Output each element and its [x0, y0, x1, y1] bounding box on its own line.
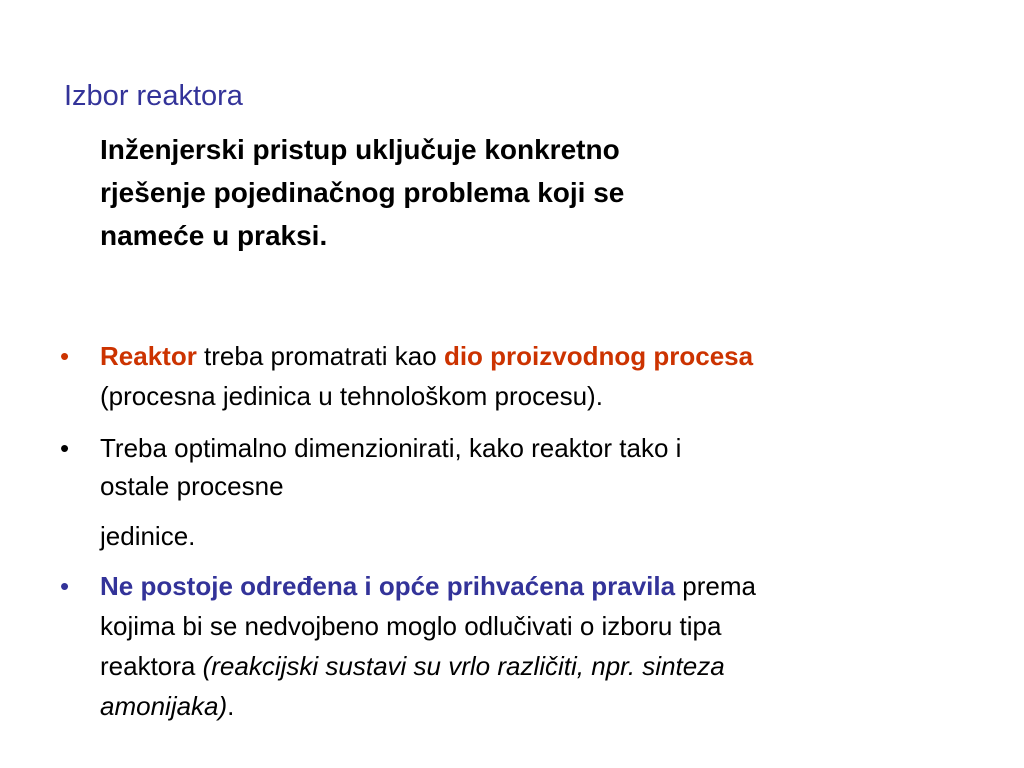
bullet-1-line-1 [100, 336, 753, 376]
intro-line-3: nameće u praksi. [100, 220, 328, 251]
bullet-1-text: treba promatrati kao [196, 341, 444, 371]
bullet-marker: • [60, 571, 70, 601]
bullet-2-line-2: ostale procesne [100, 471, 284, 501]
bullet-3-line-3-plain: reaktora [100, 651, 203, 681]
bullet-3-line-4 [100, 686, 234, 726]
bullet-marker: • [60, 433, 70, 463]
intro-line-2: rješenje pojedinačnog problema koji se [100, 177, 625, 208]
bullet-2-line-1: Treba optimalno dimenzionirati, kako reaktor tako i [100, 433, 682, 463]
bullet-3-line-3 [100, 646, 725, 686]
slide-title: Izbor reaktora [64, 80, 243, 112]
reaktor-emphasis: Reaktor [100, 341, 197, 371]
bullet-3-text: prema [675, 571, 756, 601]
bullet-marker: • [60, 341, 70, 371]
intro-paragraph [100, 128, 900, 257]
bullet-3-line-1 [100, 566, 756, 606]
process-emphasis: dio proizvodnog procesa [443, 341, 754, 371]
bullet-2-line-3: jedinice. [100, 521, 196, 551]
rules-emphasis: Ne postoje određena i opće prihvaćena pravila [100, 571, 676, 601]
bullet-3-line-2: kojima bi se nedvojbeno moglo odlučivati o izboru tipa [100, 611, 722, 641]
bullet-1-line-2: (procesna jedinica u tehnološkom procesu). [100, 381, 603, 411]
bullet-3-line-4-end: . [227, 691, 235, 721]
bullet-3-line-3-italic: (reakcijski sustavi su vrlo različiti, npr. sinteza [202, 651, 725, 681]
intro-line-1: Inženjerski pristup uključuje konkretno [100, 134, 620, 165]
bullet-3-line-4-italic: amonijaka) [100, 691, 228, 721]
